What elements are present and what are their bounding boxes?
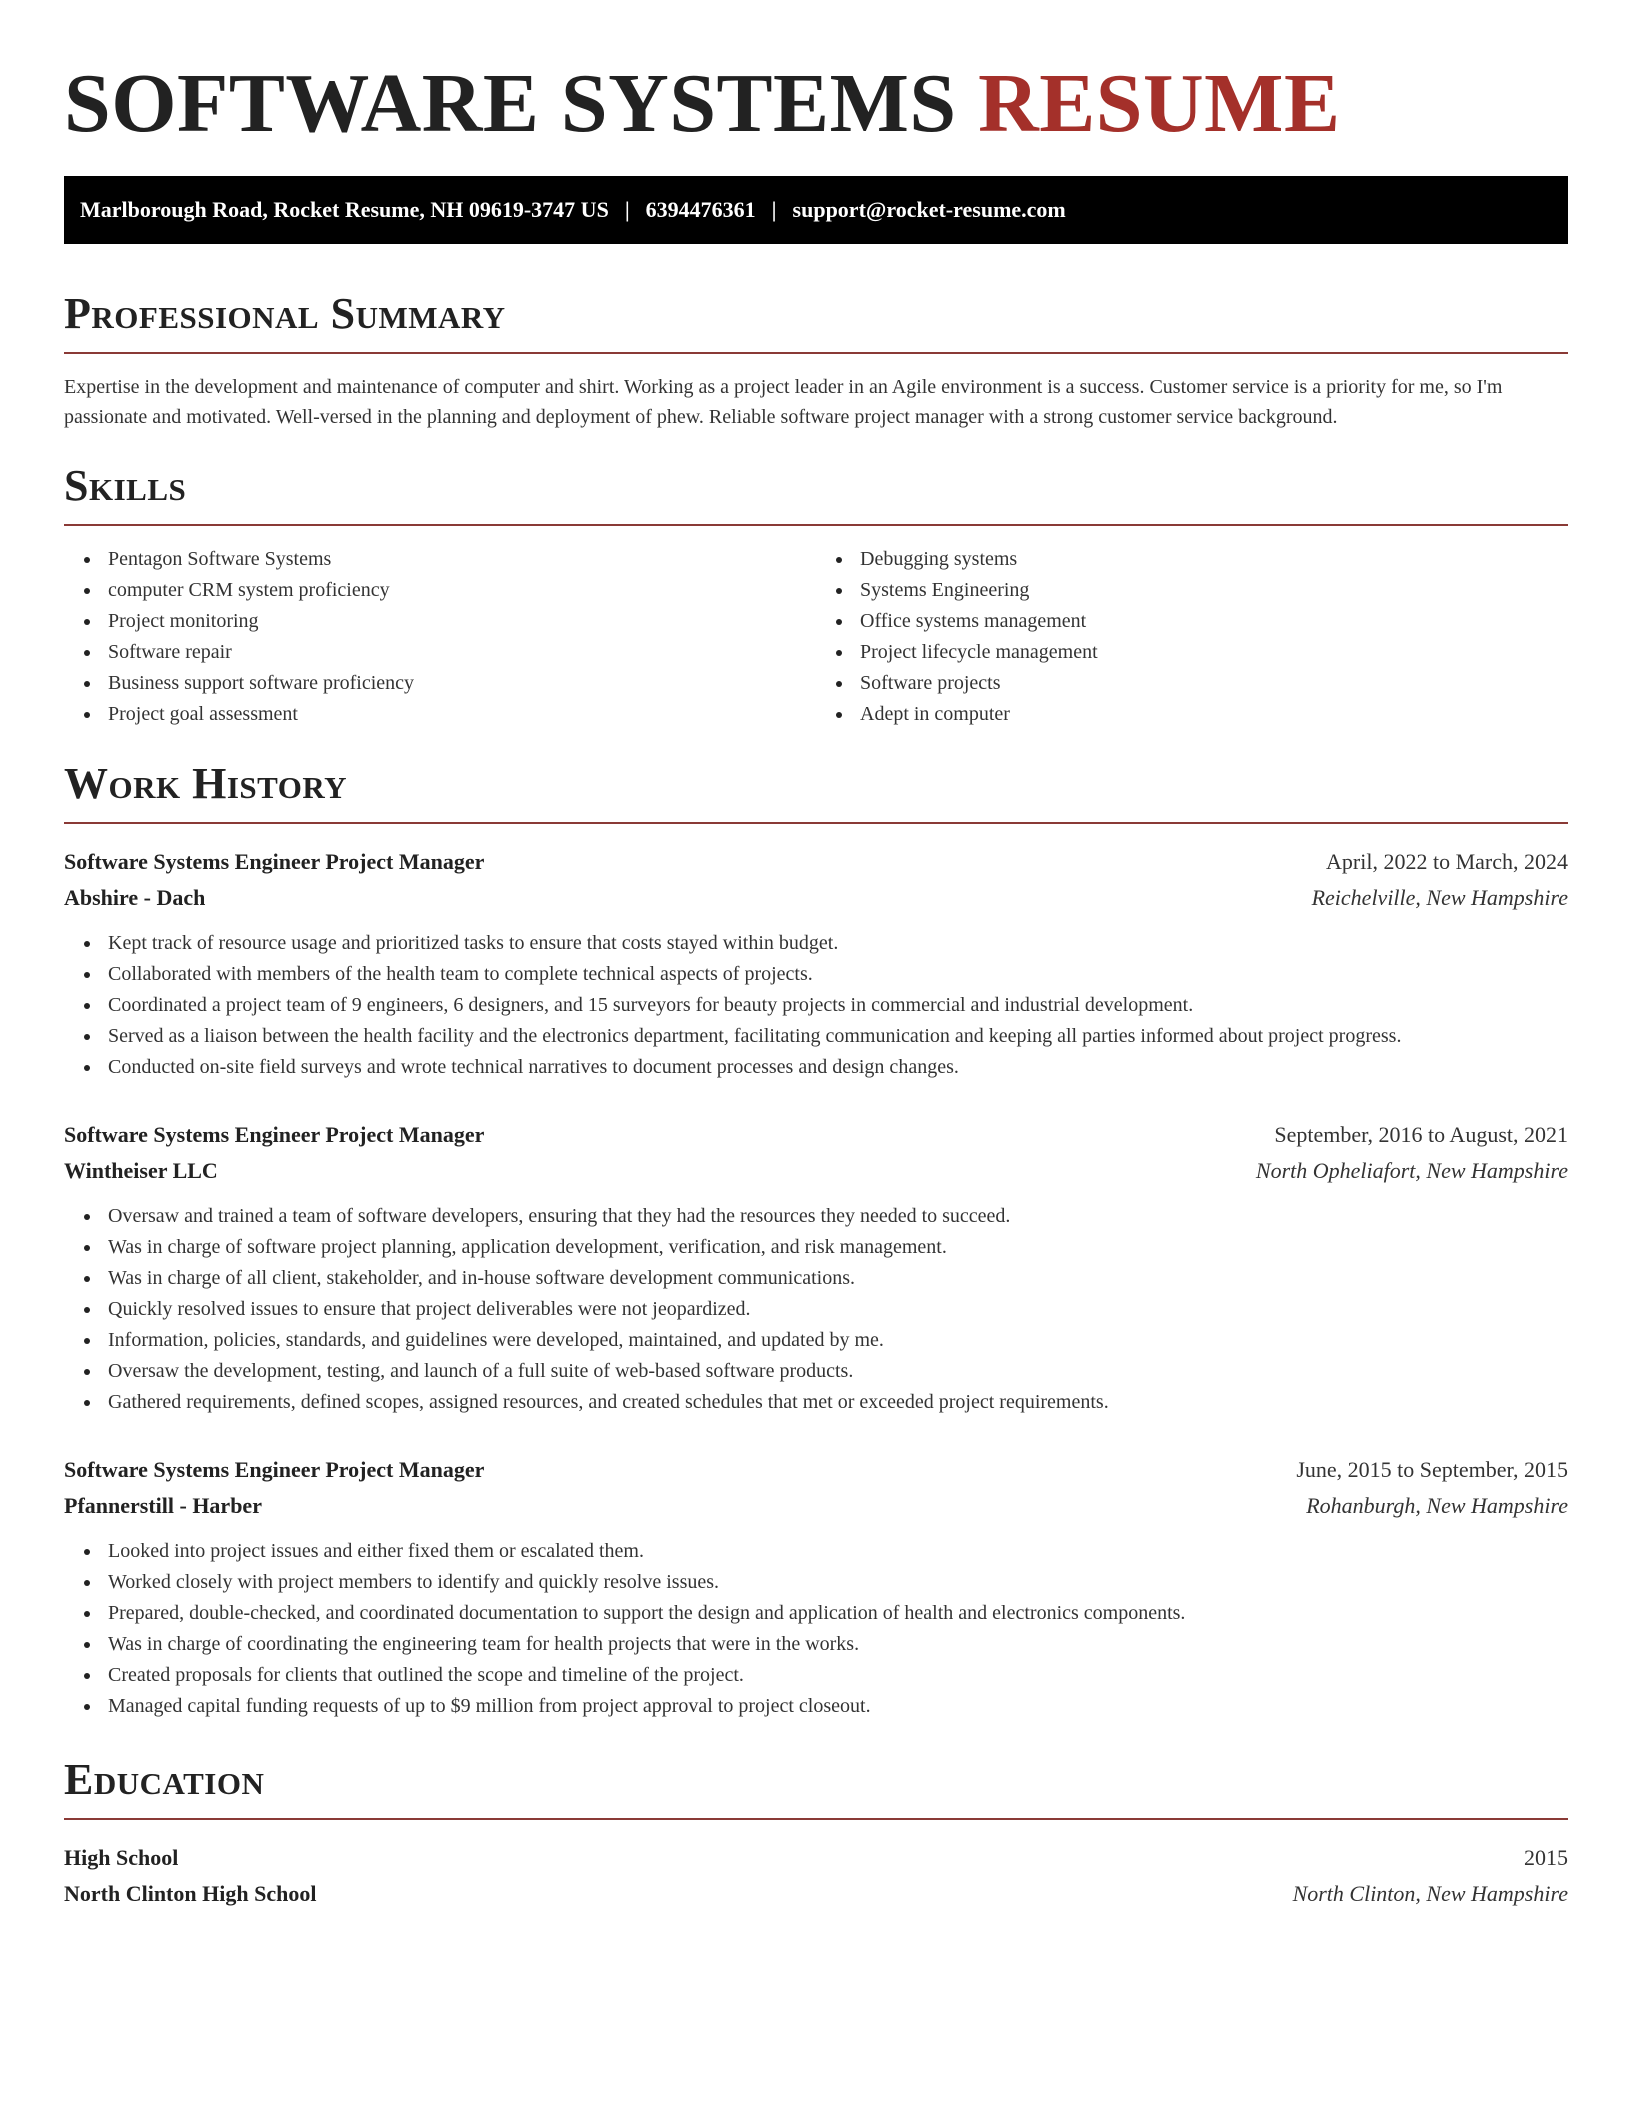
contact-address: Marlborough Road, Rocket Resume, NH 09619-3747 US <box>80 197 609 222</box>
skills-list <box>64 544 1568 730</box>
job-duty: Oversaw the development, testing, and launch of a full suite of web-based software products. <box>108 1356 1568 1387</box>
section-title-education: Education <box>64 1755 265 1804</box>
skills-column-left <box>64 544 816 730</box>
education-section <box>64 1754 1568 1912</box>
job-duty: Was in charge of coordinating the engineering team for health projects that were in the works. <box>108 1629 1568 1660</box>
job-location: Rohanburgh, New Hampshire <box>1306 1493 1568 1518</box>
work-history-section <box>64 758 1568 1722</box>
job-duty: Looked into project issues and either fixed them or escalated them. <box>108 1536 1568 1567</box>
job-location: North Opheliafort, New Hampshire <box>1255 1158 1568 1183</box>
job-title: Software Systems Engineer Project Manager <box>64 1122 485 1147</box>
job-entry <box>64 1117 1568 1418</box>
skill-item: Project monitoring <box>108 606 816 637</box>
job-duty: Was in charge of all client, stakeholder, and in-house software development communications. <box>108 1263 1568 1294</box>
education-location: North Clinton, New Hampshire <box>1292 1881 1568 1906</box>
job-duty: Served as a liaison between the health facility and the electronics department, facilitating communication and keeping all parties informed about project progress. <box>108 1021 1568 1052</box>
summary-text: Expertise in the development and maintenance of computer and shirt. Working as a project leader in an Agile environment is a success. Customer service is a priority for me, so I'm passionate and motivated. Well-versed in the planning and deployment of phew. Reliable software project manager with a strong customer service background. <box>64 376 1503 428</box>
job-entry <box>64 1452 1568 1722</box>
job-dates: June, 2015 to September, 2015 <box>1296 1457 1568 1482</box>
skill-item: Debugging systems <box>860 544 1568 575</box>
job-location: Reichelville, New Hampshire <box>1311 885 1568 910</box>
job-duty: Prepared, double-checked, and coordinated documentation to support the design and application of health and electronics components. <box>108 1598 1568 1629</box>
contact-bar <box>64 176 1568 244</box>
education-year: 2015 <box>1524 1845 1568 1870</box>
education-degree: High School <box>64 1845 179 1870</box>
job-duty: Information, policies, standards, and guidelines were developed, maintained, and updated by me. <box>108 1325 1568 1356</box>
job-company: Wintheiser LLC <box>64 1158 218 1183</box>
job-duties <box>64 1536 1568 1722</box>
summary-section <box>64 288 1568 432</box>
job-company: Pfannerstill - Harber <box>64 1493 262 1518</box>
skills-section <box>64 460 1568 730</box>
job-duty: Coordinated a project team of 9 engineers, 6 designers, and 15 surveyors for beauty projects in commercial and industrial development. <box>108 990 1568 1021</box>
job-duty: Managed capital funding requests of up to $9 million from project approval to project closeout. <box>108 1691 1568 1722</box>
job-duty: Conducted on-site field surveys and wrote technical narratives to document processes and design changes. <box>108 1052 1568 1083</box>
job-duties <box>64 1201 1568 1418</box>
contact-phone: 6394476361 <box>645 197 756 222</box>
skill-item: Project lifecycle management <box>860 637 1568 668</box>
resume-title <box>64 56 1568 152</box>
job-duty: Oversaw and trained a team of software developers, ensuring that they had the resources they needed to succeed. <box>108 1201 1568 1232</box>
job-duty: Was in charge of software project planning, application development, verification, and risk management. <box>108 1232 1568 1263</box>
skill-item: computer CRM system proficiency <box>108 575 816 606</box>
section-divider <box>64 822 1568 824</box>
job-dates: April, 2022 to March, 2024 <box>1326 849 1568 874</box>
job-duty: Worked closely with project members to identify and quickly resolve issues. <box>108 1567 1568 1598</box>
contact-separator: | <box>771 197 777 222</box>
title-accent-part: RESUME <box>978 57 1341 150</box>
job-entry <box>64 844 1568 1083</box>
section-title-summary: Professional Summary <box>64 289 506 338</box>
skills-column-right <box>816 544 1568 730</box>
section-title-skills: Skills <box>64 461 187 510</box>
education-entry <box>64 1840 1568 1912</box>
skill-item: Software repair <box>108 637 816 668</box>
job-duty: Gathered requirements, defined scopes, assigned resources, and created schedules that met or exceeded project requirements. <box>108 1387 1568 1418</box>
section-title-work-history: Work History <box>64 759 348 808</box>
section-divider <box>64 352 1568 354</box>
section-divider <box>64 1818 1568 1820</box>
job-duty: Kept track of resource usage and prioritized tasks to ensure that costs stayed within budget. <box>108 928 1568 959</box>
job-duty: Collaborated with members of the health team to complete technical aspects of projects. <box>108 959 1568 990</box>
skill-item: Project goal assessment <box>108 699 816 730</box>
job-title: Software Systems Engineer Project Manager <box>64 1457 485 1482</box>
job-company: Abshire - Dach <box>64 885 206 910</box>
education-school: North Clinton High School <box>64 1881 317 1906</box>
section-divider <box>64 524 1568 526</box>
skill-item: Business support software proficiency <box>108 668 816 699</box>
skill-item: Systems Engineering <box>860 575 1568 606</box>
contact-separator: | <box>624 197 630 222</box>
skill-item: Pentagon Software Systems <box>108 544 816 575</box>
job-title: Software Systems Engineer Project Manager <box>64 849 485 874</box>
job-dates: September, 2016 to August, 2021 <box>1274 1122 1568 1147</box>
job-duty: Created proposals for clients that outlined the scope and timeline of the project. <box>108 1660 1568 1691</box>
skill-item: Adept in computer <box>860 699 1568 730</box>
skill-item: Software projects <box>860 668 1568 699</box>
contact-email[interactable]: support@rocket-resume.com <box>792 197 1066 222</box>
job-duties <box>64 928 1568 1083</box>
skill-item: Office systems management <box>860 606 1568 637</box>
title-name-part: SOFTWARE SYSTEMS <box>64 57 957 150</box>
job-duty: Quickly resolved issues to ensure that project deliverables were not jeopardized. <box>108 1294 1568 1325</box>
